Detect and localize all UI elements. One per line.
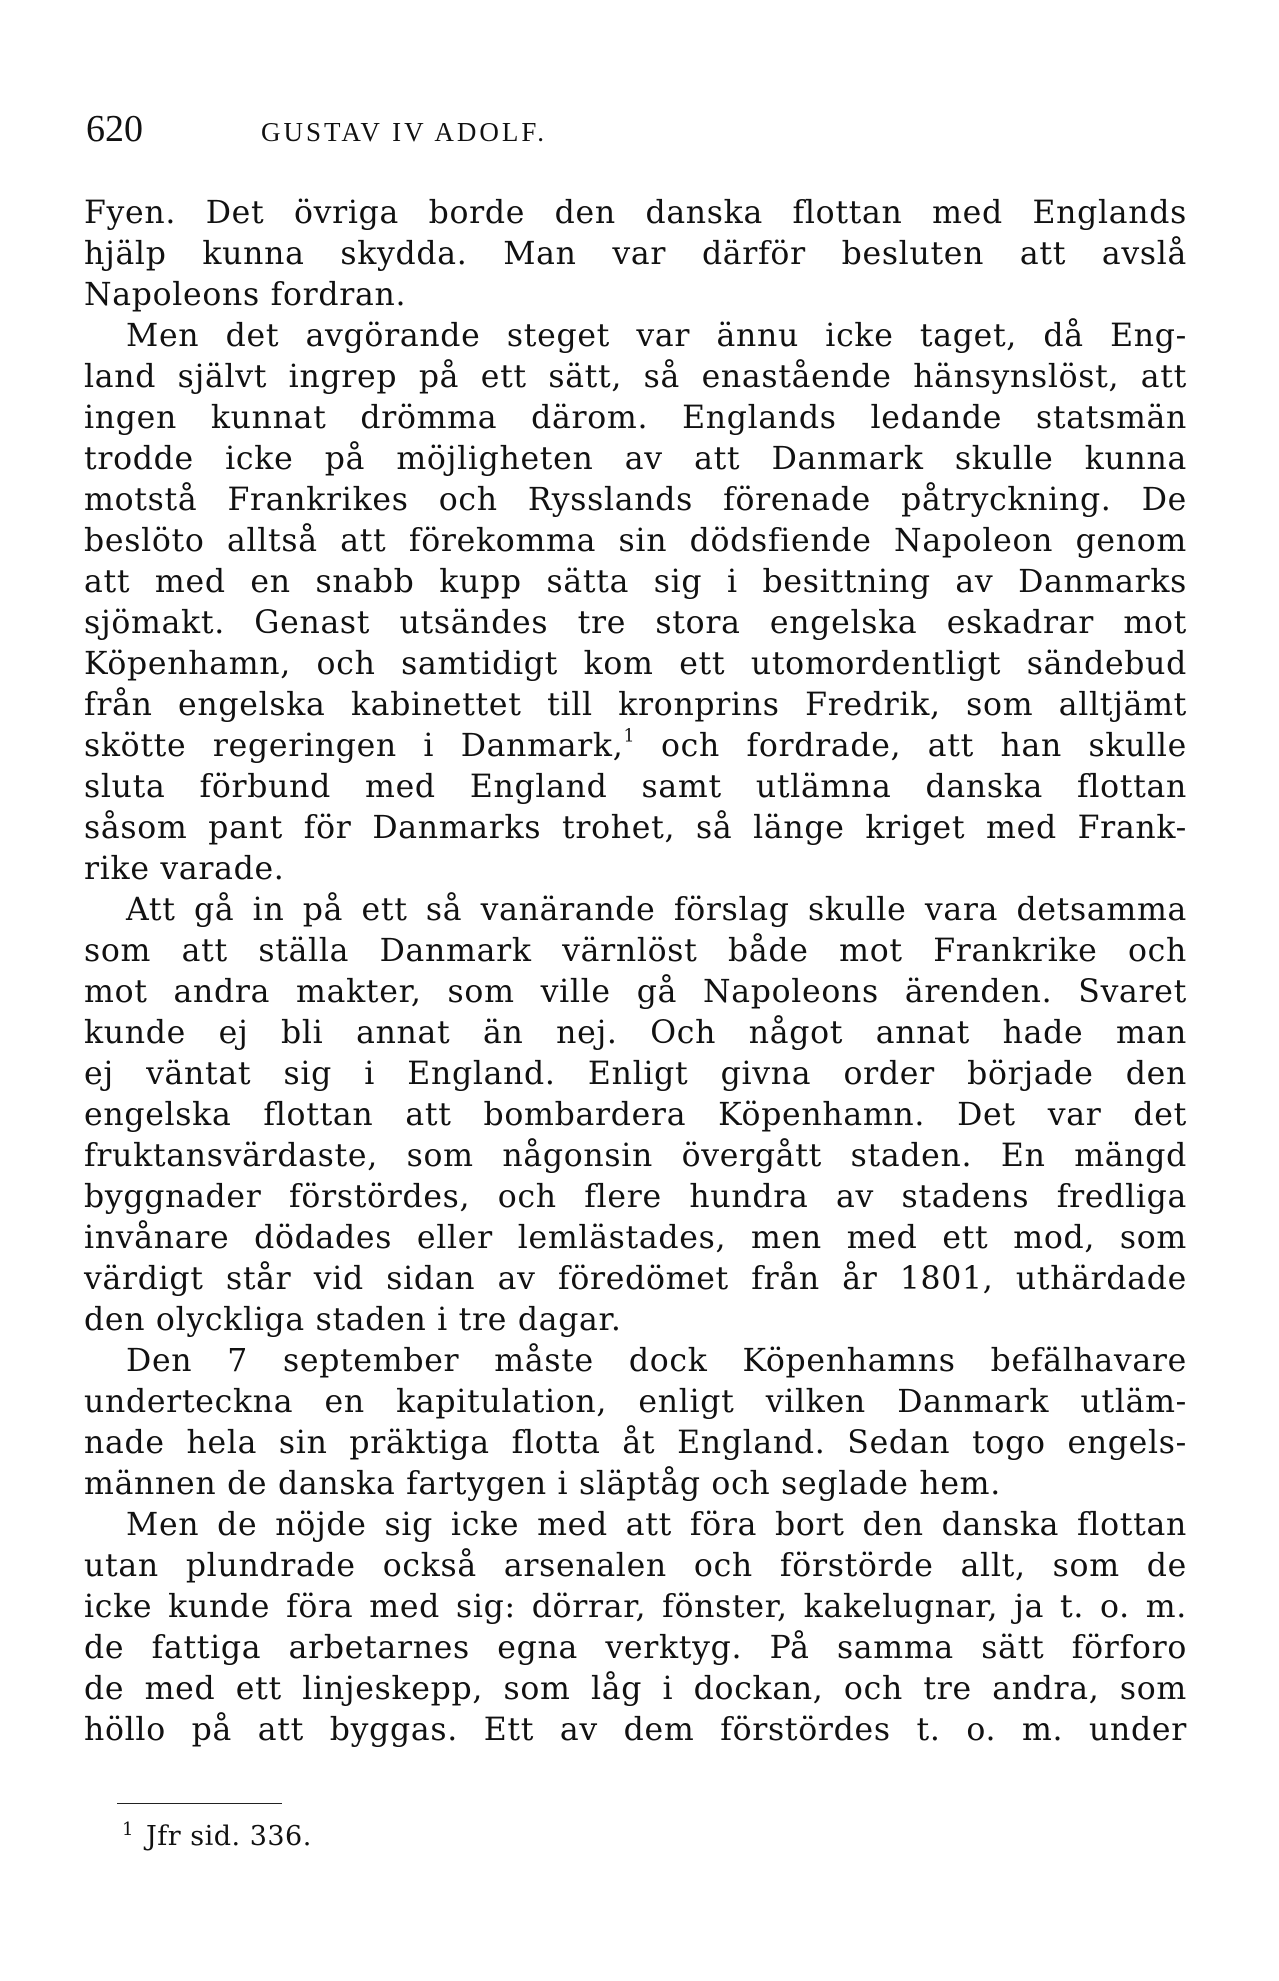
text-line: mot andra makter, som ville gå Napoleons ärenden. Svaret <box>84 974 1187 1010</box>
footnote-text: Jfr sid. 336. <box>145 1821 312 1852</box>
text-line: ej väntat sig i England. Enligt givna order började den <box>84 1056 1187 1092</box>
text-line: Köpenhamn, och samtidigt kom ett utomordentligt sändebud <box>84 646 1187 682</box>
text-line: männen de danska fartygen i släptåg och seglade hem. <box>84 1466 1001 1502</box>
text-line: de med ett linjeskepp, som låg i dockan, och tre andra, som <box>84 1671 1187 1707</box>
footnote-divider <box>117 1803 282 1804</box>
text-line: höllo på att byggas. Ett av dem förstördes t. o. m. under <box>84 1712 1187 1748</box>
footnote-marker: 1 <box>122 1819 134 1840</box>
text-line: engelska flottan att bombardera Köpenhamn. Det var det <box>84 1097 1187 1133</box>
footnote-reference: 1 <box>623 726 635 747</box>
text-line: kunde ej bli annat än nej. Och något annat hade man <box>84 1015 1187 1051</box>
text-line: utan plundrade också arsenalen och förstörde allt, som de <box>84 1548 1187 1584</box>
text-line: från engelska kabinettet till kronprins Fredrik, som alltjämt <box>84 687 1187 723</box>
text-line: Fyen. Det övriga borde den danska flottan med Englands <box>84 195 1187 231</box>
text-line: ingen kunnat drömma därom. Englands ledande statsmän <box>84 400 1187 436</box>
text-line: underteckna en kapitulation, enligt vilken Danmark utläm- <box>84 1384 1187 1420</box>
text-line: Att gå in på ett så vanärande förslag skulle vara detsamma <box>126 892 1187 928</box>
text-line: motstå Frankrikes och Rysslands förenade påtryckning. De <box>84 482 1187 518</box>
text-line: hjälp kunna skydda. Man var därför besluten att avslå <box>84 236 1187 272</box>
text-line: sjömakt. Genast utsändes tre stora engelska eskadrar mot <box>84 605 1187 641</box>
text-line: land självt ingrep på ett sätt, så enastående hänsynslöst, att <box>84 359 1187 395</box>
text-line: den olyckliga staden i tre dagar. <box>84 1302 622 1338</box>
text-line: icke kunde föra med sig: dörrar, fönster, kakelugnar, ja t. o. m. <box>84 1589 1187 1625</box>
text-line: sluta förbund med England samt utlämna danska flottan <box>84 769 1187 805</box>
page-header <box>86 104 1186 154</box>
text-line: Men de nöjde sig icke med att föra bort den danska flottan <box>126 1507 1187 1543</box>
text-line: fruktansvärdaste, som någonsin övergått staden. En mängd <box>84 1138 1187 1174</box>
text-line: byggnader förstördes, och flere hundra av stadens fredliga <box>84 1179 1187 1215</box>
footnote <box>122 1817 312 1857</box>
text-line: trodde icke på möjligheten av att Danmark skulle kunna <box>84 441 1187 477</box>
text-line-with-footnote-ref <box>84 726 1187 767</box>
text-line: beslöto alltså att förekomma sin dödsfiende Napoleon genom <box>84 523 1187 559</box>
text-line-tail: och fordrade, att han skulle <box>634 728 1187 764</box>
text-line: att med en snabb kupp sätta sig i besittning av Danmarks <box>84 564 1187 600</box>
text-line: nade hela sin präktiga flotta åt England. Sedan togo engels- <box>84 1425 1187 1461</box>
text-line: Napoleons fordran. <box>84 277 407 313</box>
text-line: värdigt står vid sidan av föredömet från år 1801, uthärdade <box>84 1261 1187 1297</box>
text-line: rike varade. <box>84 851 285 887</box>
running-head: GUSTAV IV ADOLF. <box>261 117 547 147</box>
body-text <box>84 193 1187 1751</box>
text-line: invånare dödades eller lemlästades, men med ett mod, som <box>84 1220 1187 1256</box>
text-line: de fattiga arbetarnes egna verktyg. På samma sätt förforo <box>84 1630 1187 1666</box>
text-line: Den 7 september måste dock Köpenhamns befälhavare <box>126 1343 1187 1379</box>
text-line: Men det avgörande steget var ännu icke taget, då Eng- <box>126 318 1187 354</box>
text-line: som att ställa Danmark värnlöst både mot Frankrike och <box>84 933 1187 969</box>
page-number: 620 <box>86 108 143 150</box>
text-line: såsom pant för Danmarks trohet, så länge kriget med Frank- <box>84 810 1187 846</box>
text-line-head: skötte regeringen i Danmark, <box>84 728 624 764</box>
